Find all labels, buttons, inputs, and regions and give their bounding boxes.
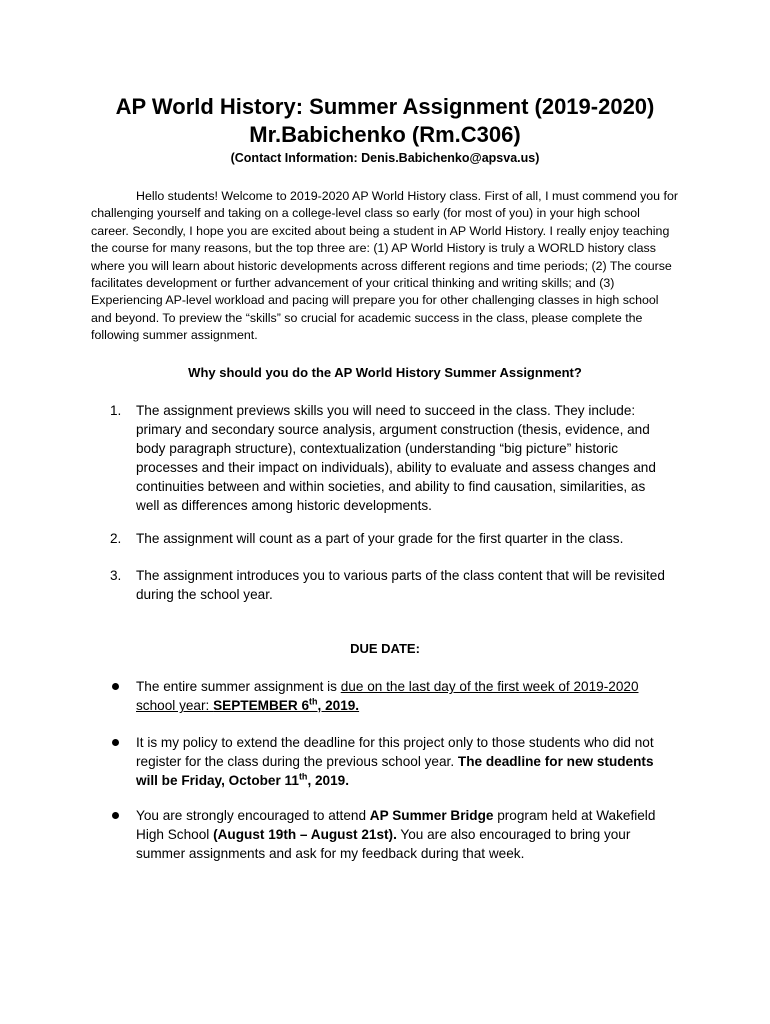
list-item-text: The assignment will count as a part of your grade for the first quarter in the class. <box>136 531 624 546</box>
teacher-name: Mr.Babichenko (Rm.C306) <box>249 122 521 147</box>
bullet-icon <box>112 812 119 819</box>
due-list <box>110 733 670 790</box>
bullet-icon <box>112 683 119 690</box>
list-item <box>110 733 670 790</box>
due-list <box>110 806 670 863</box>
list-item-text: The assignment introduces you to various parts of the class content that will be revisited during the school year. <box>136 568 665 602</box>
new-student-deadline: The deadline for new students will be Friday, October 11 <box>136 754 654 788</box>
due-underlined-part: due on the last day of the first week of 2019-2020 school year: <box>136 679 639 713</box>
list-number: 3. <box>110 568 122 583</box>
extension-text: It is my policy to extend the deadline for this project only to those students who did not register for the class during the previous school year. <box>136 735 654 769</box>
list-number: 2. <box>110 531 122 546</box>
due-date-year: , 2019. <box>317 698 360 713</box>
bridge-end-text: You are also encouraged to bring your summer assignments and ask for my feedback during that week. <box>136 827 631 861</box>
due-date-bold: SEPTEMBER 6 <box>213 698 310 713</box>
bridge-pre-text: You are strongly encouraged to attend <box>136 808 370 823</box>
bullet-icon <box>112 739 119 746</box>
list-item <box>110 806 670 863</box>
list-item <box>110 566 670 604</box>
due-pre-text: The entire summer assignment is <box>136 679 341 694</box>
bridge-mid-text: program held at Wakefield High School <box>136 808 656 842</box>
intro-paragraph: Hello students! Welcome to 2019-2020 AP World History class. First of all, I must commend you for challenging yourself and taking on a college-level class so early (for most of you) in your high school career. Secondly, I hope you are excited about being a student in AP World History. I really enjoy teaching the course for many reasons, but the top three are: (1) AP World History is truly a WORLD history class where you will learn about historic developments across different regions and time periods; (2) The course facilitates development or further advancement of your critical thinking and writing skills; and (3) Experiencing AP-level workload and pacing will prepare you for other challenging classes in high school and beyond. To preview the “skills” so crucial for academic success in the class, please complete the following summer assignment. <box>91 189 678 343</box>
list-item <box>110 529 670 548</box>
due-date-heading: DUE DATE: <box>350 641 420 656</box>
list-item <box>110 401 670 515</box>
page-title: AP World History: Summer Assignment (2019-2020) <box>115 94 655 119</box>
why-list <box>110 529 670 548</box>
list-item-text: The assignment previews skills you will need to succeed in the class. They include: primary and secondary source analysis, argument construction (thesis, evidence, and body paragraph structure), contextualization (understanding “big picture” historic processes and their impact on individuals), ability to evaluate and assess changes and continuities between and within societies, and ability to find causation, similarities, as well as differences among historic developments. <box>136 403 656 513</box>
summer-bridge-name: AP Summer Bridge <box>369 808 494 823</box>
why-list <box>110 566 670 604</box>
why-list <box>110 401 670 515</box>
new-student-deadline-year: , 2019. <box>307 773 350 788</box>
why-heading: Why should you do the AP World History Summer Assignment? <box>188 365 582 380</box>
new-student-deadline-sup: th <box>298 771 308 782</box>
bridge-dates: (August 19th – August 21st). <box>213 827 397 842</box>
due-list <box>110 677 670 715</box>
contact-info: (Contact Information: Denis.Babichenko@apsva.us) <box>230 151 540 165</box>
list-item <box>110 677 670 715</box>
list-number: 1. <box>110 403 122 418</box>
due-date-sup: th <box>309 696 318 707</box>
